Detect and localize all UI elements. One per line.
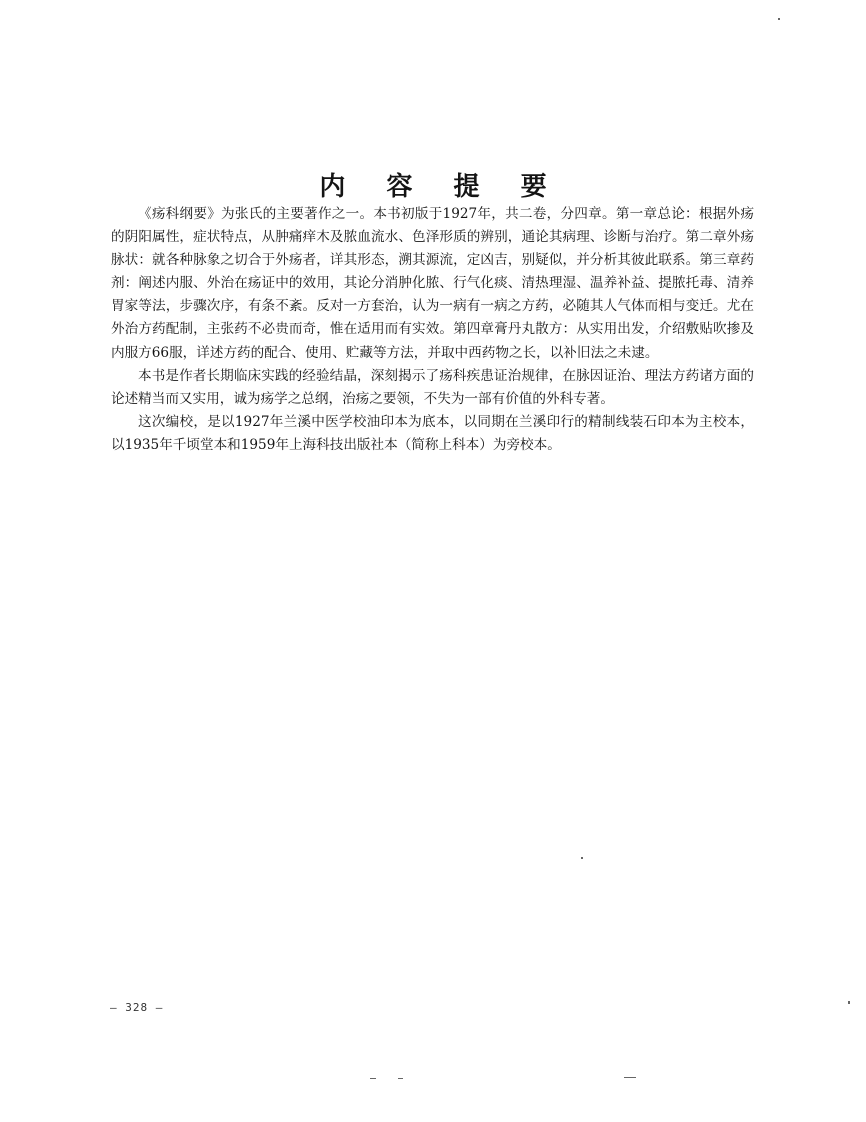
scan-speck: [848, 1001, 850, 1004]
scan-speck: [581, 857, 583, 859]
scan-speck: [778, 18, 780, 20]
paragraph-overview: 《疡科纲要》为张氏的主要著作之一。本书初版于1927年，共二卷，分四章。第一章总论：根据外疡的阴阳属性，症状特点，从肿痛痒木及脓血流水、色泽形质的辨别，通论其病理、诊断与治疗。第二章外疡脉状：就各种脉象之切合于外疡者，详其形态，溯其源流，定凶吉，别疑似，并分析其彼此联系。第三章药剂：阐述内服、外治在疡证中的效用，其论分消肿化脓、行气化痰、清热理湿、温养补益、提脓托毒、清养胃家等法，步骤次序，有条不紊。反对一方套治，认为一病有一病之方药，必随其人气体而相与变迁。尤在外治方药配制，主张药不必贵而奇，惟在适用而有实效。第四章膏丹丸散方：从实用出发，介绍敷贴吹掺及内服方66服，详述方药的配合、使用、贮藏等方法，并取中西药物之长，以补旧法之未逮。: [111, 206, 754, 361]
paragraph-editing-notes: 这次编校，是以1927年兰溪中医学校油印本为底本，以同期在兰溪印行的精制线装石印本为主校本，以1935年千顷堂本和1959年上海科技出版社本（简称上科本）为旁校本。: [111, 413, 754, 453]
scan-speck: [370, 1078, 376, 1079]
paragraph-evaluation: 本书是作者长期临床实践的经验结晶，深刻揭示了疡科疾患证治规律，在脉因证治、理法方药诸方面的论述精当而又实用，诚为疡学之总纲，治疡之要领，不失为一部有价值的外科专著。: [111, 367, 754, 407]
page-number: — 328 —: [110, 1001, 164, 1014]
scan-speck: [624, 1077, 636, 1078]
content-summary: [111, 203, 754, 457]
scan-speck: [398, 1078, 403, 1079]
page-title: 内 容 提 要: [319, 172, 563, 203]
